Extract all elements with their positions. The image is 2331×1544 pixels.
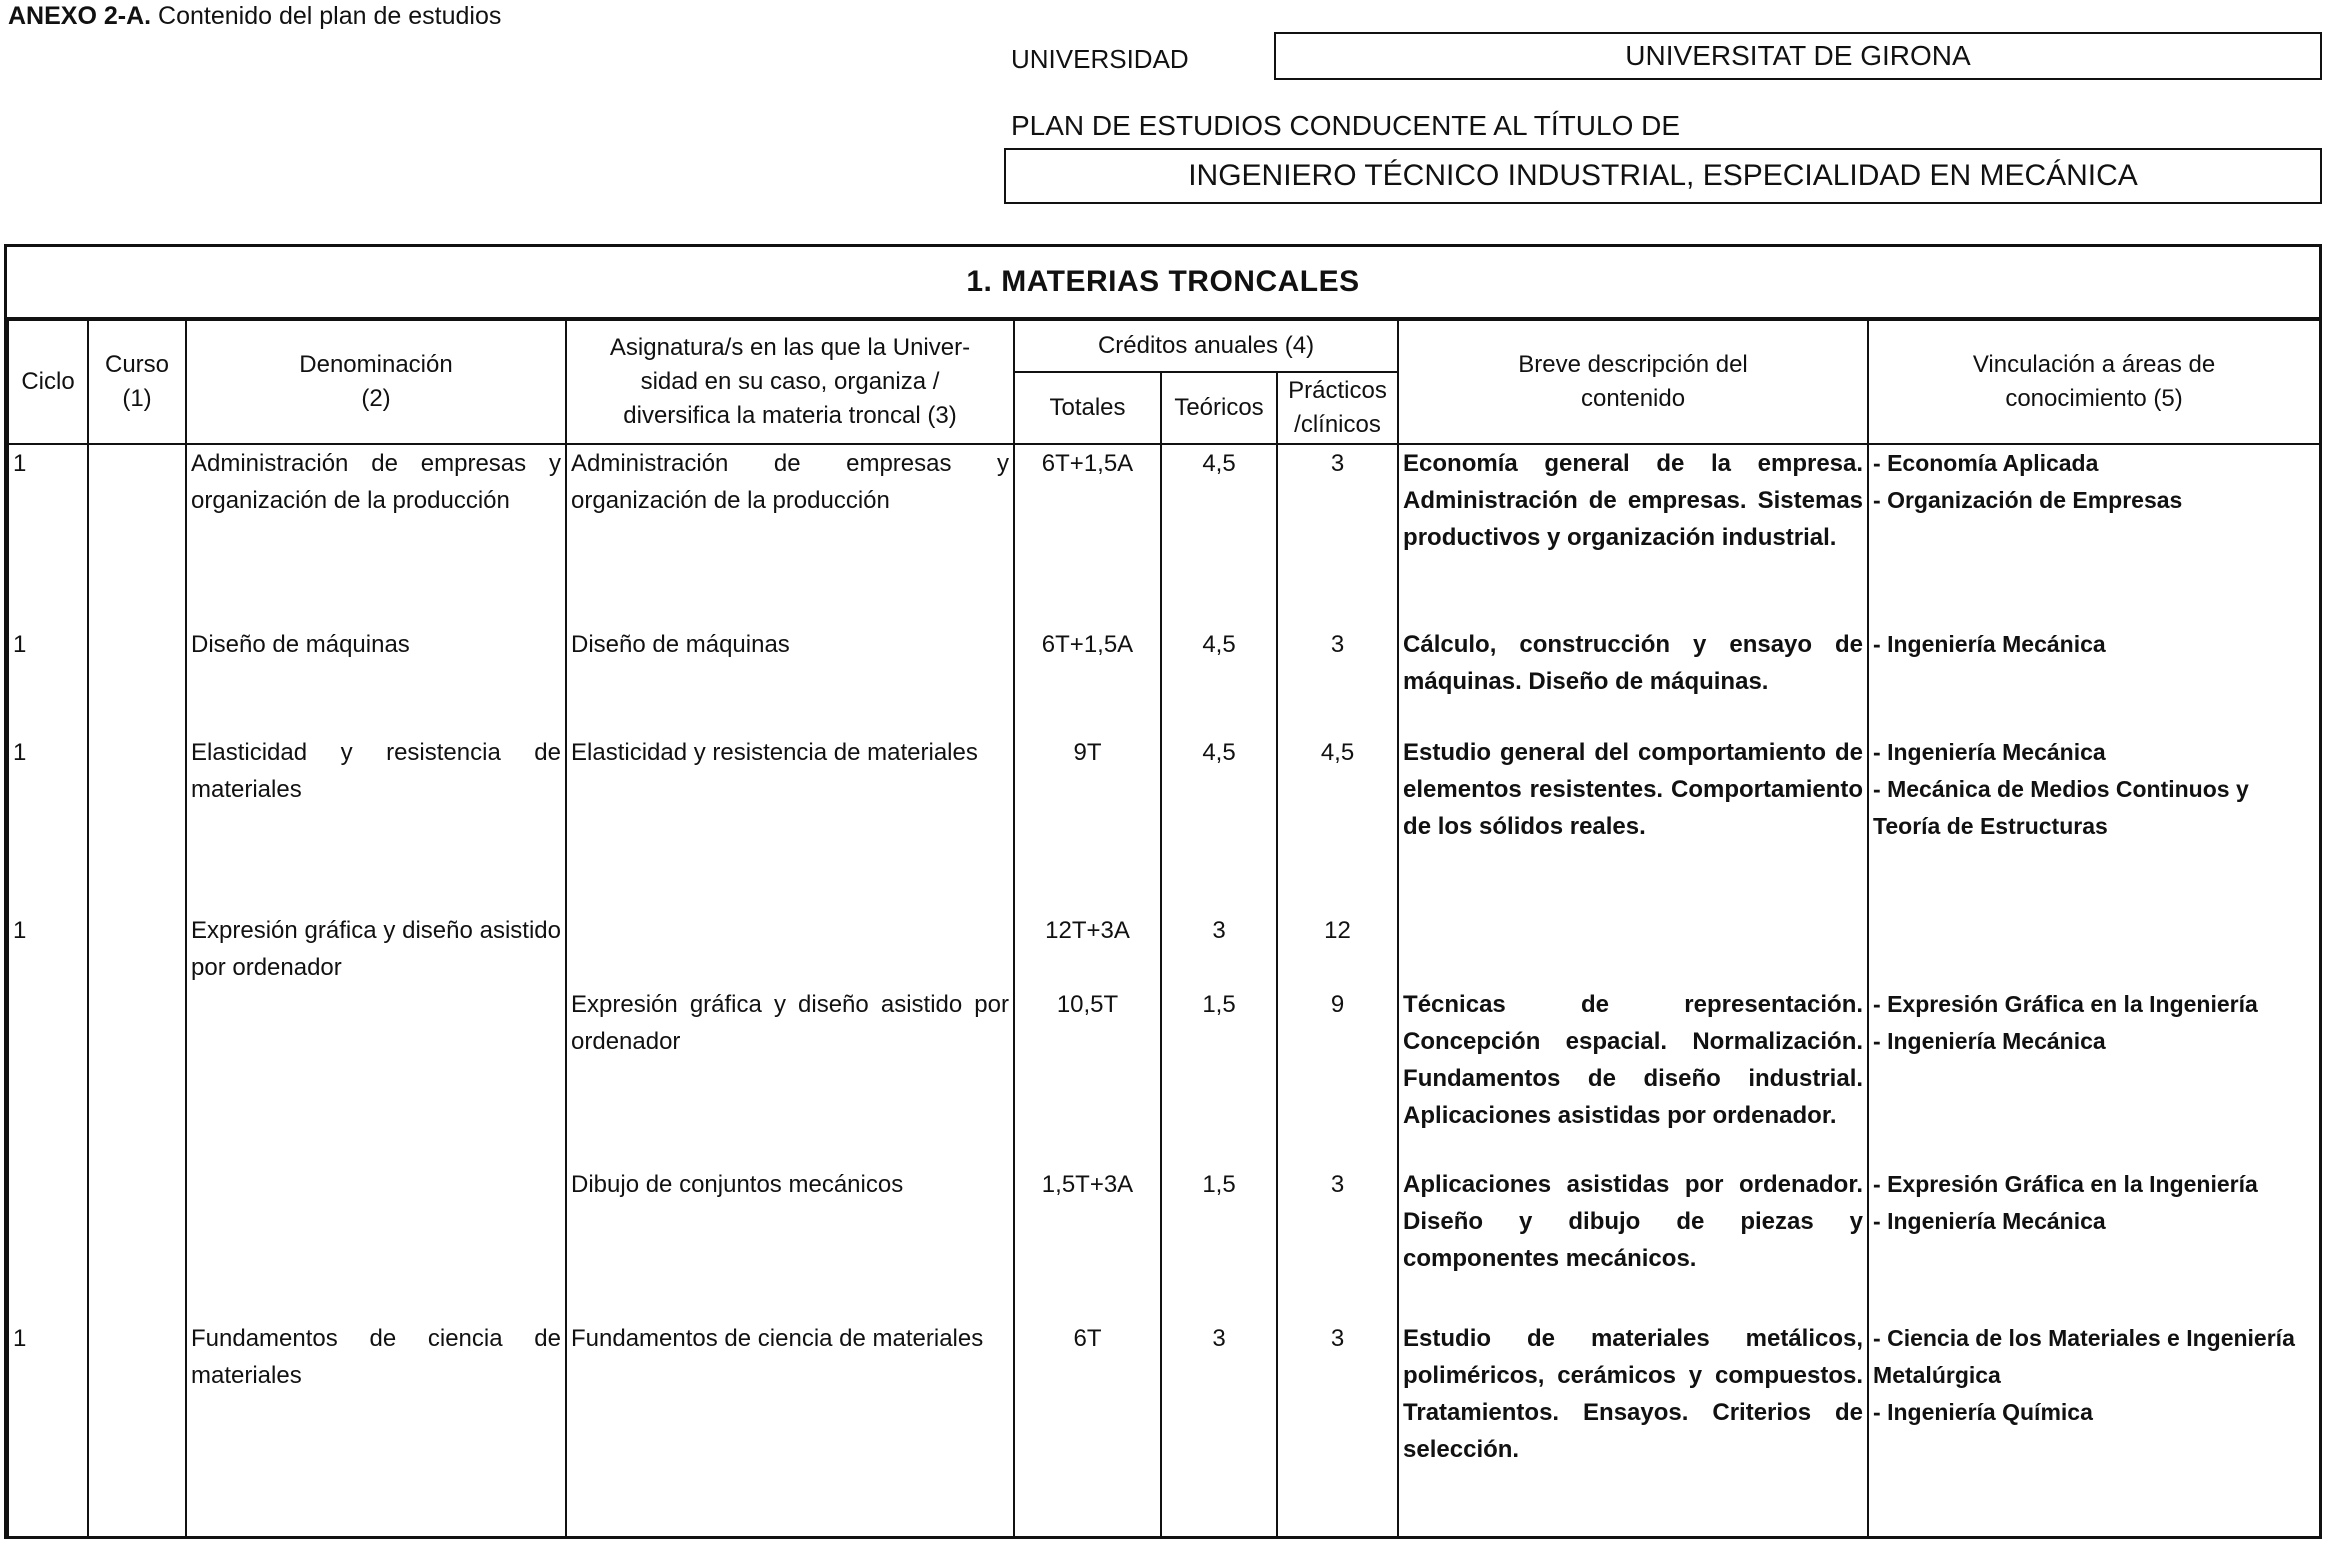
subject-dibujo: Dibujo de conjuntos mecánicos: [571, 1171, 904, 1198]
cell-areas: [1868, 912, 2320, 1320]
cell-ciclo: 1: [8, 444, 88, 626]
cell-curso: [88, 1320, 186, 1536]
section-title: 1. MATERIAS TRONCALES: [7, 247, 2319, 319]
teoricos-dibujo: 1,5: [1202, 1171, 1236, 1198]
cell-areas: [1868, 734, 2320, 912]
cell-practicos: [1277, 912, 1398, 1320]
col-curso-label: Curso: [104, 351, 170, 378]
cell-denominacion: Elasticidad y resistencia de materiales: [186, 734, 566, 912]
cell-practicos: 3: [1277, 626, 1398, 734]
col-curso: [88, 320, 186, 444]
col-descripcion-line2: contenido: [1580, 385, 1686, 412]
cell-denominacion: Administración de empresas y organización de la producción: [186, 444, 566, 626]
cell-totales: 6T+1,5A: [1014, 444, 1161, 626]
subject-expresion: Expresión gráfica y diseño asistido por ordenador: [571, 991, 1009, 1055]
cell-curso: [88, 444, 186, 626]
col-practicos-line2: /clínicos: [1294, 411, 1381, 438]
cell-areas: [1868, 1320, 2320, 1536]
area-item: - Expresión Gráfica en la Ingeniería: [1873, 1171, 2258, 1197]
cell-descripcion: Estudio general del comportamiento de elementos resistentes. Comportamiento de los sólidos reales.: [1398, 734, 1868, 912]
cell-practicos: 3: [1277, 1320, 1398, 1536]
cell-descripcion: Cálculo, construcción y ensayo de máquinas. Diseño de máquinas.: [1398, 626, 1868, 734]
cell-teoricos: 3: [1161, 1320, 1277, 1536]
table-row: [8, 444, 2320, 626]
cell-asignatura: Fundamentos de ciencia de materiales: [566, 1320, 1014, 1536]
areas-spacer: [1873, 912, 2315, 986]
area-item: - Expresión Gráfica en la Ingeniería: [1873, 991, 2258, 1017]
totales-expresion: 10,5T: [1056, 991, 1119, 1018]
col-denominacion: [186, 320, 566, 444]
materias-table: [7, 319, 2321, 1536]
area-item: - Ciencia de los Materiales e Ingeniería Metalúrgica: [1873, 1325, 2295, 1388]
col-vinculacion: [1868, 320, 2320, 444]
cell-descripcion: [1398, 912, 1868, 1320]
cell-descripcion: Economía general de la empresa. Administración de empresas. Sistemas productivos y organización industrial.: [1398, 444, 1868, 626]
university-label: UNIVERSIDAD: [1011, 44, 1189, 74]
table-row: [8, 912, 2320, 1320]
area-item: - Ingeniería Mecánica: [1873, 631, 2106, 657]
col-teoricos: Teóricos: [1161, 372, 1277, 444]
area-item: - Ingeniería Mecánica: [1873, 739, 2106, 765]
cell-teoricos: 4,5: [1161, 626, 1277, 734]
cell-areas: [1868, 444, 2320, 626]
cell-ciclo: 1: [8, 626, 88, 734]
cell-curso: [88, 912, 186, 1320]
annex-prefix: ANEXO 2-A.: [8, 2, 152, 30]
annex-title: Contenido del plan de estudios: [158, 2, 502, 30]
area-item: - Ingeniería Mecánica: [1873, 1208, 2106, 1234]
teoricos-main: 3: [1212, 917, 1226, 944]
annex-heading: [8, 2, 501, 31]
cell-teoricos: [1161, 912, 1277, 1320]
descripcion-dibujo: Aplicaciones asistidas por ordenador. Diseño y dibujo de piezas y componentes mecánicos.: [1403, 1171, 1864, 1272]
totales-dibujo: 1,5T+3A: [1041, 1171, 1134, 1198]
areas-dibujo: [1873, 1166, 2315, 1240]
asignatura-spacer: [571, 912, 1009, 986]
area-item: - Ingeniería Química: [1873, 1399, 2093, 1425]
cell-curso: [88, 734, 186, 912]
col-ciclo: Ciclo: [8, 320, 88, 444]
col-denominacion-label: Denominación: [299, 351, 453, 378]
col-descripcion: [1398, 320, 1868, 444]
cell-denominacion: Fundamentos de ciencia de materiales: [186, 1320, 566, 1536]
cell-asignatura: Administración de empresas y organización de la producción: [566, 444, 1014, 626]
table-row: [8, 626, 2320, 734]
cell-asignatura: Elasticidad y resistencia de materiales: [566, 734, 1014, 912]
cell-denominacion: Expresión gráfica y diseño asistido por ordenador: [186, 912, 566, 1320]
area-item: - Mecánica de Medios Continuos y Teoría de Estructuras: [1873, 776, 2249, 839]
col-asignatura-line3: diversifica la materia troncal (3): [623, 402, 957, 429]
cell-ciclo: 1: [8, 1320, 88, 1536]
cell-asignatura: Diseño de máquinas: [566, 626, 1014, 734]
table-row: [8, 734, 2320, 912]
cell-totales: 6T: [1014, 1320, 1161, 1536]
teoricos-expresion: 1,5: [1202, 991, 1236, 1018]
area-item: - Ingeniería Mecánica: [1873, 1028, 2106, 1054]
cell-practicos: 4,5: [1277, 734, 1398, 912]
col-asignatura: [566, 320, 1014, 444]
col-asignatura-line1: Asignatura/s en las que la Univer-: [609, 334, 971, 361]
university-name-box: [1274, 32, 2322, 80]
header-row: [8, 320, 2320, 372]
col-denominacion-note: (2): [361, 385, 391, 412]
cell-totales: [1014, 912, 1161, 1320]
plan-label: PLAN DE ESTUDIOS CONDUCENTE AL TÍTULO DE: [1011, 110, 1681, 141]
col-curso-note: (1): [122, 385, 152, 412]
cell-areas: [1868, 626, 2320, 734]
col-totales: Totales: [1014, 372, 1161, 444]
university-name: UNIVERSITAT DE GIRONA: [1625, 40, 1971, 71]
descripcion-spacer: [1403, 912, 1863, 986]
degree-title: INGENIERO TÉCNICO INDUSTRIAL, ESPECIALIDAD EN MECÁNICA: [1188, 159, 2138, 192]
cell-asignatura: [566, 912, 1014, 1320]
descripcion-expresion: Técnicas de representación. Concepción espacial. Normalización. Fundamentos de diseño industrial. Aplicaciones asistidas por ordenador.: [1403, 991, 1864, 1129]
cell-teoricos: 4,5: [1161, 734, 1277, 912]
col-practicos-line1: Prácticos: [1288, 377, 1387, 404]
col-descripcion-line1: Breve descripción del: [1518, 351, 1748, 378]
col-asignatura-line2: sidad en su caso, organiza /: [640, 368, 940, 395]
cell-teoricos: 4,5: [1161, 444, 1277, 626]
col-practicos: [1277, 372, 1398, 444]
cell-ciclo: 1: [8, 912, 88, 1320]
degree-title-box: [1004, 148, 2322, 204]
cell-totales: 9T: [1014, 734, 1161, 912]
practicos-expresion: 9: [1330, 991, 1345, 1018]
cell-descripcion: Estudio de materiales metálicos, poliméricos, cerámicos y compuestos. Tratamientos. Ensayos. Criterios de selección.: [1398, 1320, 1868, 1536]
table-row: [8, 1320, 2320, 1536]
cell-ciclo: 1: [8, 734, 88, 912]
area-item: - Economía Aplicada: [1873, 450, 2099, 476]
cell-curso: [88, 626, 186, 734]
cell-denominacion: Diseño de máquinas: [186, 626, 566, 734]
cell-totales: 6T+1,5A: [1014, 626, 1161, 734]
practicos-dibujo: 3: [1330, 1171, 1345, 1198]
materias-troncales-frame: [4, 244, 2322, 1539]
practicos-main: 12: [1324, 917, 1351, 944]
area-item: - Organización de Empresas: [1873, 487, 2183, 513]
col-creditos: Créditos anuales (4): [1014, 320, 1398, 372]
areas-expresion: [1873, 986, 2315, 1166]
col-vinculacion-line2: conocimiento (5): [2005, 385, 2183, 412]
cell-practicos: 3: [1277, 444, 1398, 626]
col-vinculacion-line1: Vinculación a áreas de: [1972, 351, 2216, 378]
totales-main: 12T+3A: [1045, 917, 1130, 944]
